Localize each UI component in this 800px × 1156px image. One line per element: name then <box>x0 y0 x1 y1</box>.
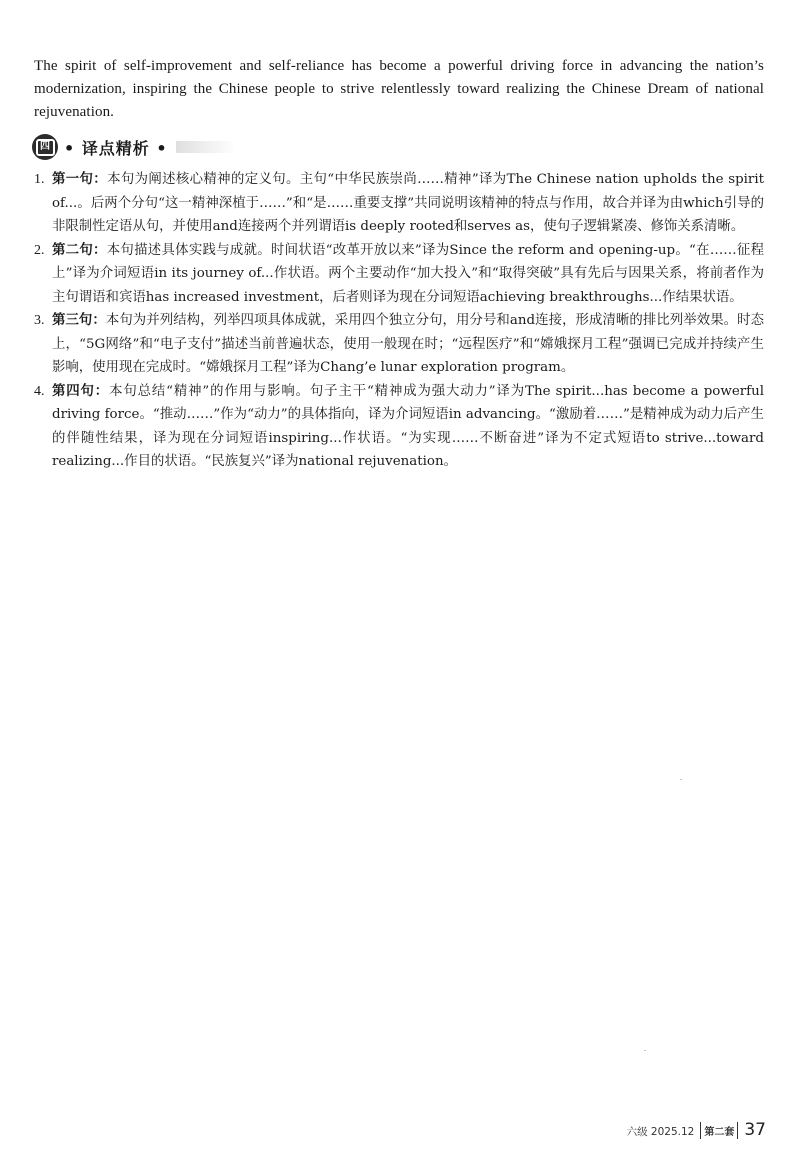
section-title: • 译点精析 • <box>64 138 168 158</box>
analysis-item <box>34 239 764 310</box>
section-number-icon: 四 <box>36 139 55 156</box>
analysis-list <box>34 168 764 474</box>
item-text: 本句为并列结构，列举四项具体成就，采用四个独立分句，用分号和and连接，形成清晰的排比列举效果。时态上，“5G网络”和“电子支付”描述当前普遍状态，使用一般现在时；“远程医疗”和“嫦娥探月工程”强调已完成并持续产生影响，使用现在完成时。“嫦娥探月工程”译为Chang’e lunar exploration program。 <box>52 313 764 375</box>
footer-label: 六级 2025.12 <box>626 1126 695 1138</box>
section-badge <box>32 134 58 160</box>
analysis-item <box>34 168 764 239</box>
item-number: 1. <box>34 172 45 187</box>
page-footer <box>627 1120 766 1140</box>
item-title: 第三句： <box>52 312 106 328</box>
footer-tag: 第二套 <box>700 1122 738 1139</box>
item-text: 本句为阐述核心精神的定义句。主句“中华民族崇尚……精神”译为The Chinese nation upholds the spirit of...。后两个分句“这一精神深植于……”和“是……重要支撑”共同说明该精神的特点与作用，故合并译为由which引导的非限制性定语从句，并使用and连接两个并列谓语is deeply rooted和serves as，使句子逻辑紧凑、修饰关系清晰。 <box>52 172 764 234</box>
scan-speck <box>680 779 682 780</box>
analysis-item <box>34 309 764 380</box>
item-text: 本句描述具体实践与成就。时间状语“改革开放以来”译为Since the reform and opening-up。“在……征程上”译为介词短语in its journey of...作状语。两个主要动作“加大投入”和“取得突破”具有先后与因果关系，将前者作为主句谓语和宾语has increased investment，后者则译为现在分词短语achieving breakthroughs...作结果状语。 <box>52 242 764 305</box>
item-number: 3. <box>34 313 45 328</box>
page-number: 37 <box>744 1120 766 1140</box>
item-title: 第四句： <box>52 382 110 399</box>
intro-paragraph: The spirit of self-improvement and self-reliance has become a powerful driving force in advancing the nation’s modernization, inspiring the Chinese people to strive relentlessly toward realizing the Chinese Dream of national rejuvenation. <box>34 58 764 120</box>
item-number: 4. <box>34 383 45 399</box>
item-number: 2. <box>34 242 45 258</box>
heading-decoration <box>176 141 236 153</box>
section-heading <box>32 134 236 160</box>
item-text: 本句总结“精神”的作用与影响。句子主干“精神成为强大动力”译为The spirit...has become a powerful driving force。“推动……”作为“动力”的具体指向，译为介词短语in advancing。“激励着……”是精神成为动力后产生的伴随性结果，译为现在分词短语inspiring...作状语。“为实现……不断奋进”译为不定式短语to strive...toward realizing...作目的状语。“民族复兴”译为national rejuvenation。 <box>52 383 765 469</box>
item-title: 第一句： <box>52 171 108 187</box>
analysis-item <box>34 380 764 474</box>
item-title: 第二句： <box>52 241 107 258</box>
scan-speck <box>644 1050 646 1051</box>
